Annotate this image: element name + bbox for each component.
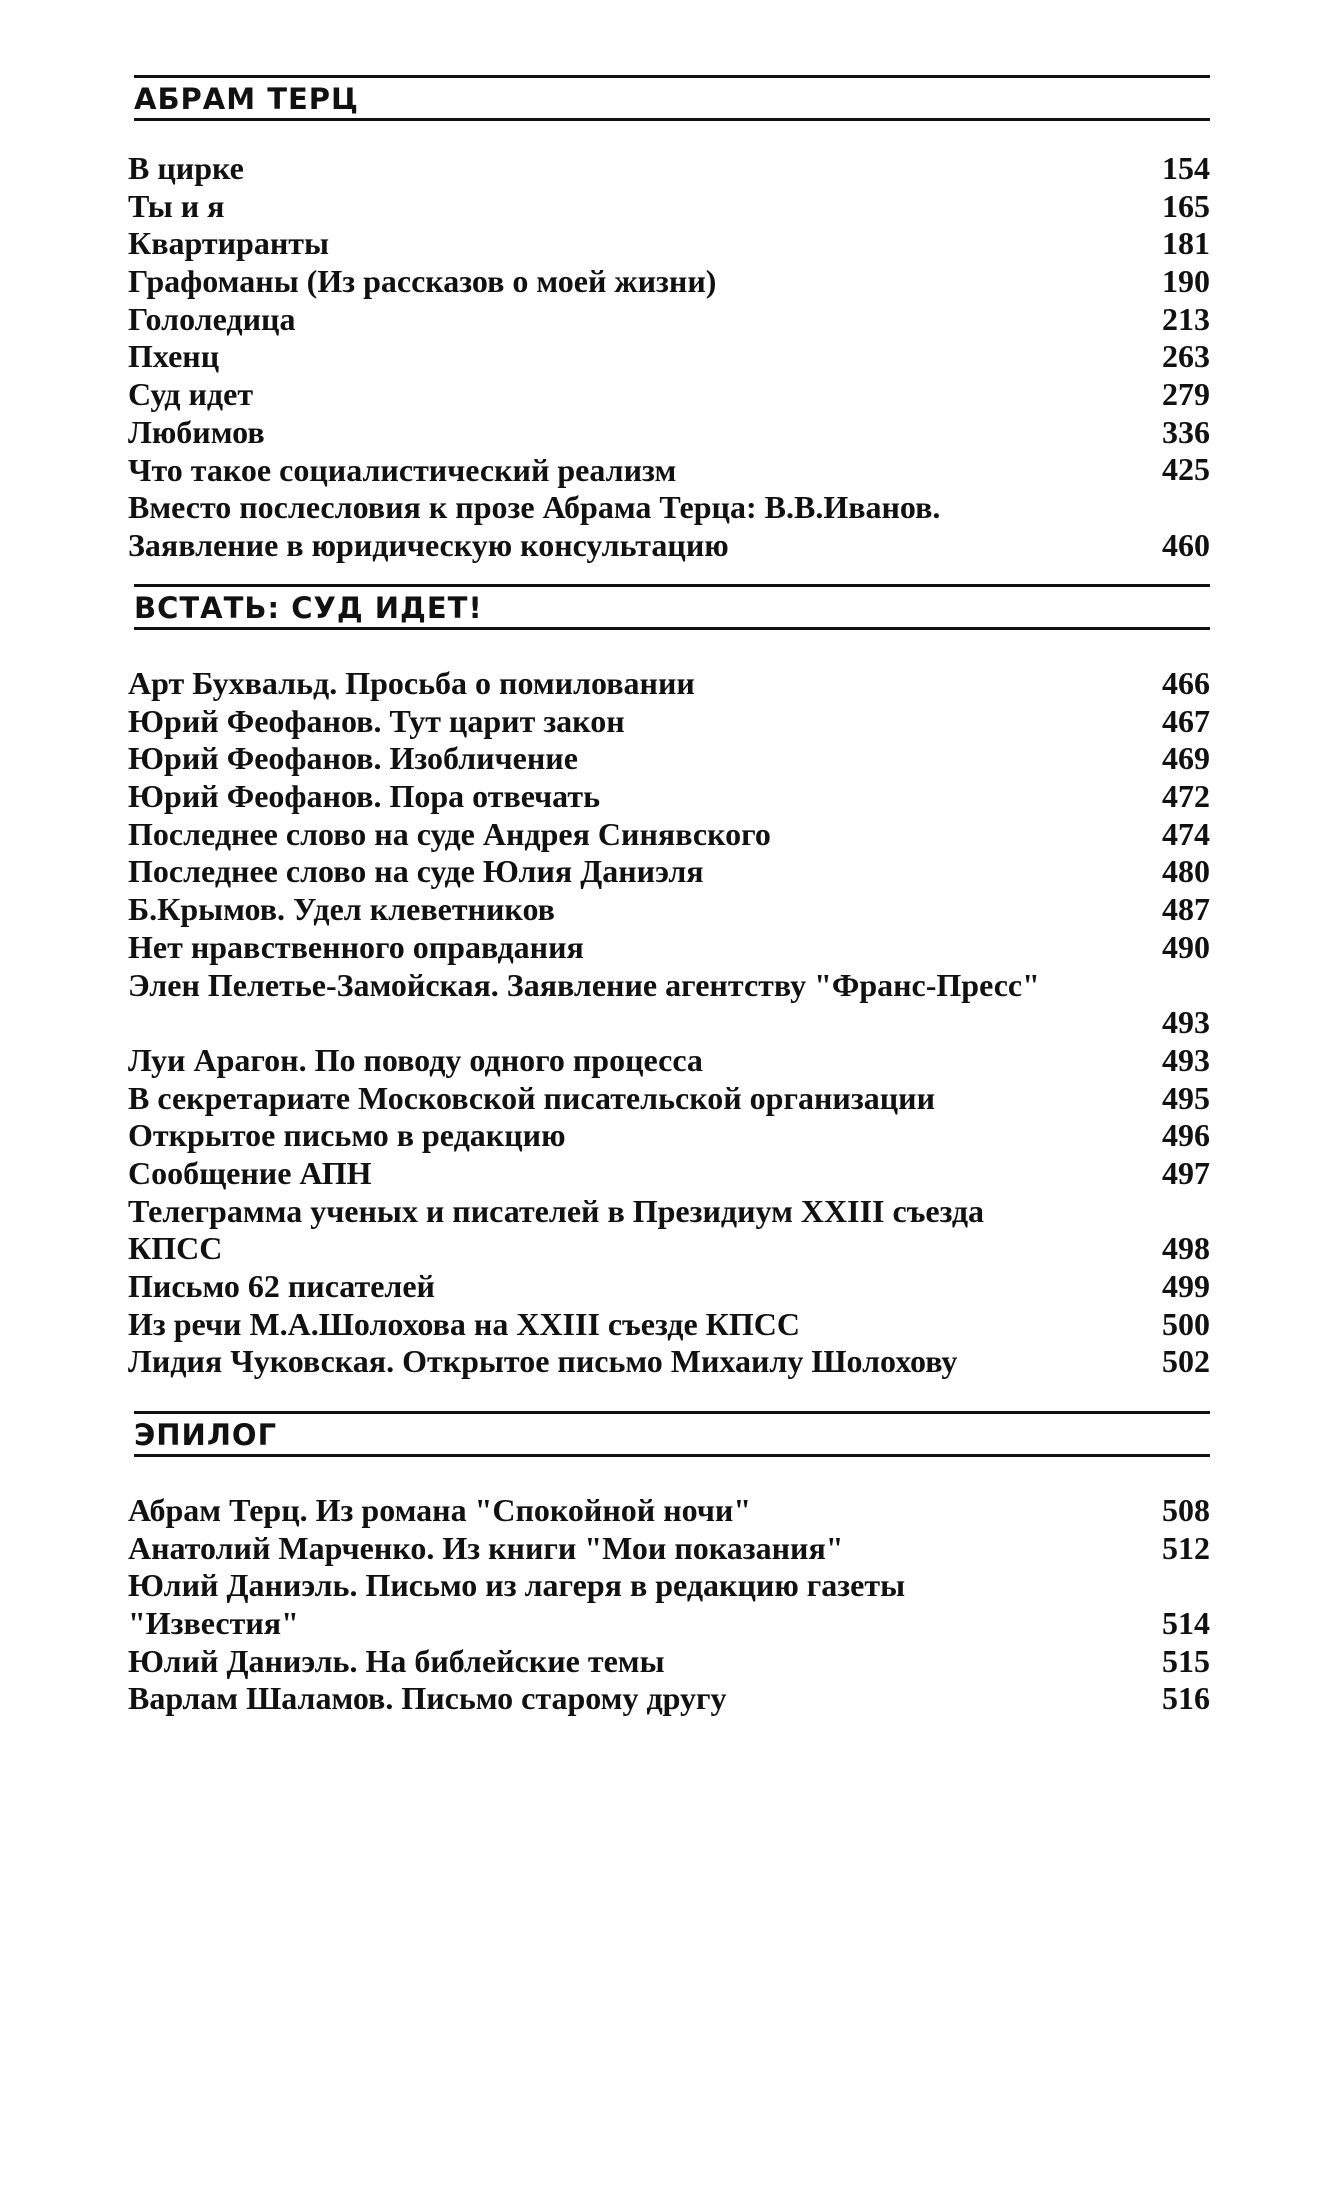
toc-entry[interactable]	[128, 816, 1210, 854]
toc-entry[interactable]	[128, 225, 1210, 263]
section-title: ЭПИЛОГ	[134, 1418, 278, 1452]
entry-title: Юлий Даниэль. На библейские темы	[128, 1642, 665, 1679]
toc-entry[interactable]	[128, 1042, 1210, 1080]
entry-page: 263	[1162, 338, 1210, 375]
entry-title: В цирке	[128, 150, 244, 186]
entry-page: 469	[1162, 740, 1210, 777]
entry-page: 467	[1162, 702, 1210, 739]
toc-entry[interactable]	[128, 263, 1210, 301]
entry-page: 502	[1162, 1343, 1210, 1380]
entry-page: 508	[1162, 1491, 1210, 1528]
entry-page: 425	[1162, 451, 1210, 488]
section-title: ВСТАТЬ: СУД ИДЕТ!	[134, 591, 483, 625]
entry-page: 516	[1162, 1680, 1210, 1717]
toc-entry[interactable]	[128, 452, 1210, 490]
toc-entry[interactable]	[128, 188, 1210, 226]
entry-page: 493	[1162, 1004, 1210, 1041]
entry-title: Квартиранты	[128, 225, 329, 262]
toc-entry[interactable]	[128, 1343, 1210, 1381]
entry-page: 497	[1162, 1154, 1210, 1191]
toc-entry[interactable]	[128, 301, 1210, 339]
toc-entry[interactable]	[128, 1193, 1210, 1268]
entry-title: Суд идет	[128, 376, 254, 413]
section-header	[134, 75, 1210, 121]
entry-title: Ты и я	[128, 187, 225, 224]
toc-entry[interactable]	[128, 489, 1210, 564]
entry-title: Открытое письмо в редакцию	[128, 1117, 566, 1154]
entry-title: Нет нравственного оправдания	[128, 928, 584, 965]
entry-page: 496	[1162, 1117, 1210, 1154]
entry-list	[128, 1492, 1210, 1718]
entry-title: Последнее слово на суде Юлия Даниэля	[128, 853, 704, 890]
entry-page: 512	[1162, 1529, 1210, 1566]
entry-page: 490	[1162, 928, 1210, 965]
toc-entry[interactable]	[128, 1492, 1210, 1530]
toc-section-stand-up-court	[128, 584, 1210, 1381]
toc-entry[interactable]	[128, 740, 1210, 778]
entry-title: Что такое социалистический реализм	[128, 451, 677, 488]
section-title: АБРАМ ТЕРЦ	[134, 82, 359, 116]
entry-title: Абрам Терц. Из романа "Спокойной ночи"	[128, 1492, 752, 1528]
entry-page: 515	[1162, 1642, 1210, 1679]
section-header	[134, 1411, 1210, 1457]
entry-title: Гололедица	[128, 300, 296, 337]
entry-title: Б.Крымов. Удел клеветников	[128, 891, 555, 928]
entry-page: 336	[1162, 413, 1210, 450]
toc-entry[interactable]	[128, 778, 1210, 816]
entry-title: Вместо послесловия к прозе Абрама Терца: В.В.Иванов. Заявление в юридическую консультацию	[128, 489, 941, 563]
entry-page: 460	[1162, 526, 1210, 563]
toc-entry[interactable]	[128, 1080, 1210, 1118]
entry-title: Телеграмма ученых и писателей в Президиум XXIII съезда КПСС	[128, 1192, 985, 1267]
toc-entry[interactable]	[128, 1268, 1210, 1306]
toc-entry[interactable]	[128, 376, 1210, 414]
entry-title: Луи Арагон. По поводу одного процесса	[128, 1041, 703, 1078]
entry-title: Юлий Даниэль. Письмо из лагеря в редакцию газеты "Известия"	[128, 1567, 906, 1642]
entry-page: 466	[1162, 664, 1210, 701]
entry-list	[128, 665, 1210, 1381]
entry-page: 474	[1162, 815, 1210, 852]
toc-entry[interactable]	[128, 703, 1210, 741]
entry-page: 279	[1162, 376, 1210, 413]
entry-page: 495	[1162, 1079, 1210, 1116]
toc-entry[interactable]	[128, 150, 1210, 188]
entry-page: 498	[1162, 1230, 1210, 1267]
toc-entry[interactable]	[128, 338, 1210, 376]
entry-page: 181	[1162, 225, 1210, 262]
toc-entry[interactable]	[128, 1530, 1210, 1568]
entry-title: Варлам Шаламов. Письмо старому другу	[128, 1680, 727, 1717]
toc-entry[interactable]	[128, 853, 1210, 891]
entry-title: Арт Бухвальд. Просьба о помиловании	[128, 665, 695, 701]
toc-entry[interactable]	[128, 891, 1210, 929]
toc-section-epilogue	[128, 1411, 1210, 1718]
toc-entry[interactable]	[128, 967, 1210, 1042]
entry-title: В секретариате Московской писательской организации	[128, 1079, 936, 1116]
section-header	[134, 584, 1210, 630]
entry-title: Юрий Феофанов. Пора отвечать	[128, 778, 600, 815]
entry-title: Юрий Феофанов. Тут царит закон	[128, 702, 625, 739]
entry-page: 472	[1162, 778, 1210, 815]
toc-entry[interactable]	[128, 665, 1210, 703]
entry-title: Юрий Феофанов. Изобличение	[128, 740, 578, 777]
toc-section-abram-terts	[128, 75, 1210, 565]
entry-title: Письмо 62 писателей	[128, 1268, 435, 1305]
entry-page: 514	[1162, 1605, 1210, 1642]
entry-title: Пхенц	[128, 338, 220, 375]
entry-page: 480	[1162, 853, 1210, 890]
entry-title: Элен Пелетье-Замойская. Заявление агентству "Франс-Пресс"	[128, 966, 1040, 1003]
entry-title: Анатолий Марченко. Из книги "Мои показания"	[128, 1529, 844, 1566]
entry-page: 487	[1162, 891, 1210, 928]
toc-entry[interactable]	[128, 1680, 1210, 1718]
entry-title: Графоманы (Из рассказов о моей жизни)	[128, 263, 717, 300]
entry-title: Сообщение АПН	[128, 1154, 372, 1191]
toc-entry[interactable]	[128, 1117, 1210, 1155]
entry-list	[128, 150, 1210, 565]
entry-page: 493	[1162, 1041, 1210, 1078]
toc-entry[interactable]	[128, 929, 1210, 967]
entry-page: 499	[1162, 1268, 1210, 1305]
entry-title: Последнее слово на суде Андрея Синявского	[128, 815, 771, 852]
entry-page: 190	[1162, 263, 1210, 300]
toc-entry[interactable]	[128, 1155, 1210, 1193]
entry-page: 154	[1162, 149, 1210, 186]
entry-page: 165	[1162, 187, 1210, 224]
entry-page: 213	[1162, 300, 1210, 337]
toc-entry[interactable]	[128, 1567, 1210, 1642]
entry-title: Из речи М.А.Шолохова на XXIII съезде КПСС	[128, 1305, 800, 1342]
toc-entry[interactable]	[128, 1643, 1210, 1681]
entry-page: 500	[1162, 1305, 1210, 1342]
toc-entry[interactable]	[128, 1306, 1210, 1344]
toc-entry[interactable]	[128, 414, 1210, 452]
entry-title: Любимов	[128, 413, 265, 450]
entry-title: Лидия Чуковская. Открытое письмо Михаилу Шолохову	[128, 1343, 958, 1380]
